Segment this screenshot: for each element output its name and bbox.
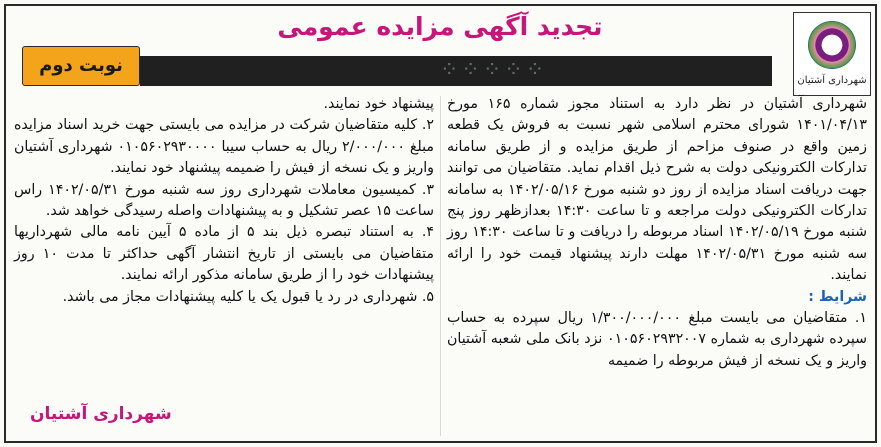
signoff-municipality: شهرداری آشتیان bbox=[30, 404, 172, 424]
header-ribbon bbox=[140, 56, 772, 86]
condition-item-1: ۱. متقاضیان می بایست مبلغ ۱/۳۰۰/۰۰۰/۰۰۰ ریال سپرده به حساب سپرده شهرداری به شماره ۰۱۰۵۶۰۲۹۳۲۰۰۷ نزد بانک ملی شعبه آشتیان واریز و یک نسخه از فیش مربوطه را ضمیمه bbox=[447, 310, 868, 369]
right-column bbox=[447, 94, 867, 372]
municipality-logo bbox=[793, 12, 871, 96]
condition-item-5: ۵. شهرداری در رد یا قبول یک یا کلیه پیشنهادات مجاز می باشد. bbox=[62, 288, 434, 305]
logo-caption: شهرداری آشتیان bbox=[797, 75, 867, 86]
condition-item-1-cont: پیشنهاد خود نمایند. bbox=[323, 96, 434, 112]
conditions-heading: شرایط : bbox=[808, 288, 867, 305]
condition-item-4: ۴. به استناد تبصره ذیل بند ۵ از ماده ۵ آیین نامه مالی شهرداریها متقاضیان می بایستی از تاریخ انتشار آگهی حداکثر تا مدت ۱۰ روز پیشنهادات خود را از طریق سامانه مذکور ارائه نمایند. bbox=[14, 224, 434, 284]
ribbon-watermark: ⁘⁘⁘⁘⁘ bbox=[440, 58, 548, 83]
column-divider bbox=[440, 96, 441, 436]
condition-item-2: ۲. کلیه متقاضیان شرکت در مزایده می بایستی جهت خرید اسناد مزایده مبلغ ۲/۰۰۰/۰۰۰ ریال به حساب سیبا ۰۱۰۵۶۰۲۹۳۰۰۰۰ شهرداری آشتیان واریز و یک نسخه از فیش را ضمیمه پیشنهاد خود نمایند. bbox=[14, 117, 435, 177]
turn-badge: نوبت دوم bbox=[22, 46, 140, 86]
intro-paragraph: شهرداری آشتیان در نظر دارد به استناد مجوز شماره ۱۶۵ مورخ ۱۴۰۱/۰۴/۱۳ شورای محترم اسلامی شهر نسبت به فروش یک قطعه زمین واقع در صنوف مزاحم از طریق مزایده و از طریق سامانه تدارکات الکترونیکی دولت به شرح ذیل اقدام نماید. متقاضیان می توانند جهت دریافت اسناد مزایده از روز دو شنبه مورخ ۱۴۰۲/۰۵/۱۶ به سامانه تدارکات الکترونیکی دولت مراجعه و تا ساعت ۱۴:۳۰ بعدازظهر روز پنج شنبه مورخ ۱۴۰۲/۰۵/۱۹ اسناد مربوطه را دریافت و تا ساعت ۱۴:۳۰ روز سه شنبه مورخ ۱۴۰۲/۰۵/۳۱ مهلت دارند پیشنهاد قیمت خود را ارائه نمایند. bbox=[447, 96, 868, 284]
condition-item-3: ۳. کمیسیون معاملات شهرداری روز سه شنبه مورخ ۱۴۰۲/۰۵/۳۱ راس ساعت ۱۵ عصر تشکیل و به پیشنهادات واصله رسیدگی خواهد شد. bbox=[14, 181, 435, 220]
logo-emblem-icon bbox=[808, 21, 856, 69]
left-column bbox=[14, 94, 434, 308]
notice-title: تجدید آگهی مزایده عمومی bbox=[277, 12, 603, 41]
